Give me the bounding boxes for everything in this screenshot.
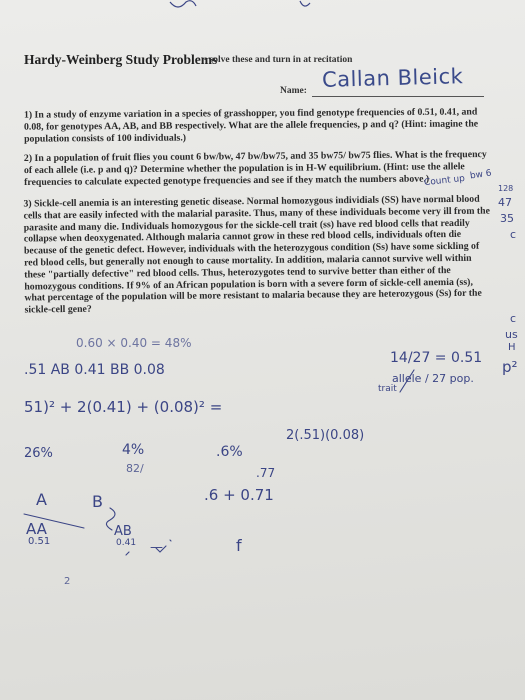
question-3: 3) Sickle-cell anemia is an interesting genetic disease. Normal homozygous individials (SS) have normal blood cells that are easily infected with the malarial parasite. Thus, many of these individuals become very ill from the parasite and many die. Individuals homozygous for the sickle-cell trait (ss) have red blood cells that readily collapse when deoxygenated. Although malaria cannot grow in these red blood cells, individuals often die because of the genetic defect. However, individuals with the heterozygous condition (Ss) have some sickling of red blood cells, but generally not enough to cause mortality. In addition, malaria cannot survive well within these "partially defective" red blood cells. Thus, heterozygotes tend to survive better than either of the homozygous conditions. If 9% of an African population is born with a severe form of sickle-cell anemia (ss), what percentage of the population will be more resistant to malaria because they are heterozygous (Ss) for the sickle-cell gene? (23, 193, 491, 316)
question-1: 1) In a study of enzyme variation in a species of grasshopper, you find genotype frequencies of 0.51, 0.41, and 0.08, for genotypes AA, AB, and BB respectively. What are the allele frequencies, p and q? (Hint: imagine the population consists of 100 individuals.) (23, 106, 479, 145)
allele-note-trait: trait (378, 384, 397, 394)
label-aa: AA (26, 520, 47, 538)
percent-6: .6% (216, 444, 243, 460)
margin-35: 35 (500, 212, 514, 225)
margin-c: c (510, 228, 517, 241)
student-name: Callan Bleick (321, 64, 464, 92)
tick-mark (126, 552, 129, 555)
dash-mark: — (150, 540, 163, 555)
dot-mark (170, 540, 171, 541)
value-82: 82/ (126, 462, 144, 475)
margin-us: us (505, 328, 518, 341)
label-a: A (36, 490, 47, 509)
mark-2: 2 (64, 576, 71, 587)
hardy-weinberg-equation: 51)² + 2(0.41) + (0.08)² = (24, 398, 223, 416)
allele-note: allele / 27 pop. (392, 372, 474, 385)
margin-bw-note: bw 6 (469, 168, 493, 182)
name-label: Name: (280, 86, 307, 96)
margin-h: H (508, 342, 516, 353)
top-edge-scribble (0, 0, 525, 14)
margin-c2: c (510, 312, 517, 325)
worksheet-subtitle: - solve these and turn in at recitation (204, 55, 353, 65)
question-2: 2) In a population of fruit flies you count 6 bw/bw, 47 bw/bw75, and 35 bw75/ bw75 flies. What is the frequency of each allele (i.e. p and q)? Determine whether the population is in H-W equilibrium. (Hint: use the allele frequencies to calculate expected genotype frequencies and see if they match the numbers above.) (23, 149, 487, 188)
sum-calc: .6 + 0.71 (204, 486, 274, 504)
percent-26: 26% (24, 446, 53, 461)
percent-4: 4% (122, 442, 145, 458)
margin-47: 47 (498, 196, 512, 209)
product-calc: 2(.51)(0.08) (286, 428, 365, 443)
label-ab: AB (114, 524, 132, 539)
f-mark: f (236, 536, 242, 555)
fraction-calc: 14/27 = 0.51 (390, 350, 483, 366)
margin-128: 128 (498, 184, 514, 193)
margin-p-squared: p² (502, 358, 518, 376)
margin-count-note: Count up (423, 173, 466, 189)
value-77: .77 (256, 466, 276, 480)
value-041: 0.41 (116, 538, 137, 548)
frequency-row: .51 AB 0.41 BB 0.08 (24, 362, 165, 378)
label-b: B (92, 492, 103, 511)
name-underline (312, 96, 484, 97)
worksheet-title: Hardy-Weinberg Study Problems (24, 52, 218, 67)
calc-top: 0.60 × 0.40 = 48% (76, 336, 192, 350)
value-051: 0.51 (28, 536, 51, 547)
